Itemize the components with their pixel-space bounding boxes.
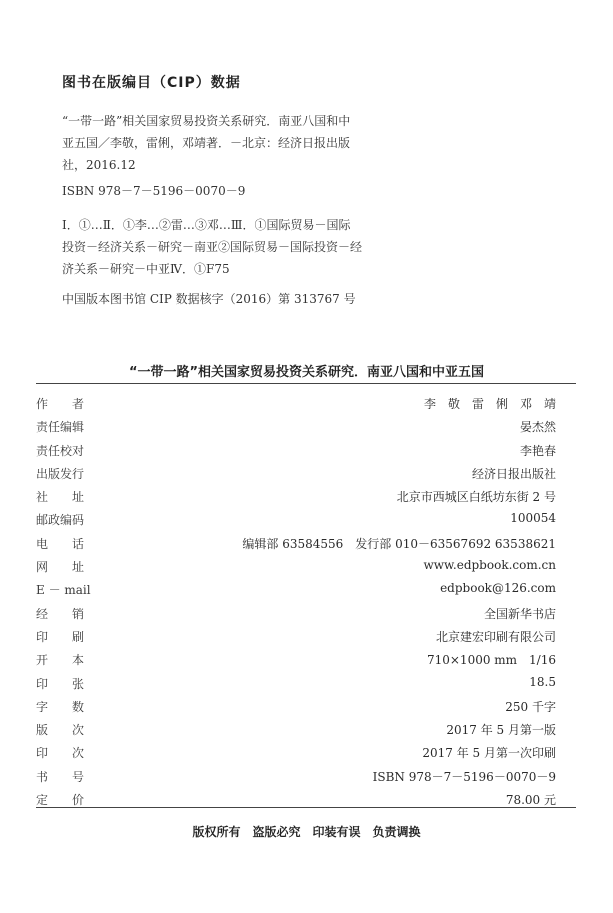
info-label: 字 数 [36,699,85,714]
info-row-sheets [36,673,556,696]
info-label: 网 址 [36,560,85,575]
book-title: “一带一路”相关国家贸易投资关系研究．南亚八国和中亚五国 [128,365,485,380]
info-label: 经 销 [36,606,85,621]
info-value: 250 千字 [505,699,556,714]
info-label: 社 址 [36,490,85,505]
info-value: 李艳春 [519,443,556,458]
divider-bottom [36,807,576,808]
info-value: 经济日报出版社 [471,466,556,481]
info-row-publisher [36,463,556,486]
info-row-printer [36,626,556,649]
info-row-distributor [36,603,556,626]
info-row-edition [36,719,556,742]
info-row-word-count [36,696,556,719]
info-label: 责任编辑 [36,420,85,435]
cip-heading: 图书在版编目（CIP）数据 [62,75,241,91]
info-value: 北京建宏印刷有限公司 [435,629,556,644]
info-value: 晏杰然 [519,420,556,435]
cip-isbn: ISBN 978－7－5196－0070－9 [62,184,246,198]
cip-classification: Ⅰ．①…Ⅱ．①李…②雷…③邓…Ⅲ．①国际贸易－国际投资－经济关系－研究－南亚②国际贸易－国际投资－经济关系－研究－中亚Ⅳ．①F75 [62,218,363,276]
info-row-email [36,579,556,602]
info-value: 全国新华书店 [483,606,556,621]
info-value: 编辑部 63584556 发行部 010－63567692 63538621 [242,536,556,551]
info-row-editor [36,416,556,439]
info-value: 18.5 [529,674,556,689]
info-row-website [36,556,556,579]
info-row-price [36,789,556,812]
info-value: 710×1000 mm 1/16 [426,653,556,668]
info-row-address [36,486,556,509]
info-value: edpbook@126.com [440,581,556,596]
info-row-author [36,393,556,416]
info-row-proofreader [36,440,556,463]
info-value: 2017 年 5 月第一版 [446,723,556,738]
info-row-format [36,649,556,672]
info-label: 开 本 [36,653,85,668]
info-value: www.edpbook.com.cn [423,558,556,573]
info-row-phone [36,533,556,556]
info-label: 印 次 [36,746,85,761]
info-label: 印 刷 [36,629,85,644]
info-value: 78.00 元 [505,793,556,808]
info-label: 定 价 [36,793,85,808]
info-value: ISBN 978－7－5196－0070－9 [372,769,556,784]
copyright-notice: 版权所有 盗版必究 印装有误 负责调换 [192,825,421,839]
info-value: 李 敬 雷 俐 邓 靖 [423,397,556,411]
cip-data-number: 中国版本图书馆 CIP 数据核字（2016）第 313767 号 [62,292,356,306]
cip-record [62,110,363,306]
info-row-postcode [36,509,556,532]
info-label: 出版发行 [36,466,85,481]
info-value: 100054 [510,511,556,526]
cip-description: “一带一路”相关国家贸易投资关系研究．南亚八国和中亚五国／李敬，雷俐，邓靖著．－北京：经济日报出版社，2016.12 [62,114,351,172]
info-label: 责任校对 [36,443,85,458]
info-row-printing [36,742,556,765]
publication-info-table [36,393,556,812]
info-label: 书 号 [36,769,85,784]
info-label: 作 者 [36,397,85,411]
info-row-isbn [36,766,556,789]
info-label: 版 次 [36,723,85,738]
info-value: 2017 年 5 月第一次印刷 [422,746,556,761]
divider-top [36,383,576,384]
info-label: 印 张 [36,676,85,691]
info-label: 邮政编码 [36,513,85,528]
info-label: 电 话 [36,536,85,551]
info-value: 北京市西城区白纸坊东街 2 号 [396,490,556,505]
info-label: E － mail [36,583,91,598]
